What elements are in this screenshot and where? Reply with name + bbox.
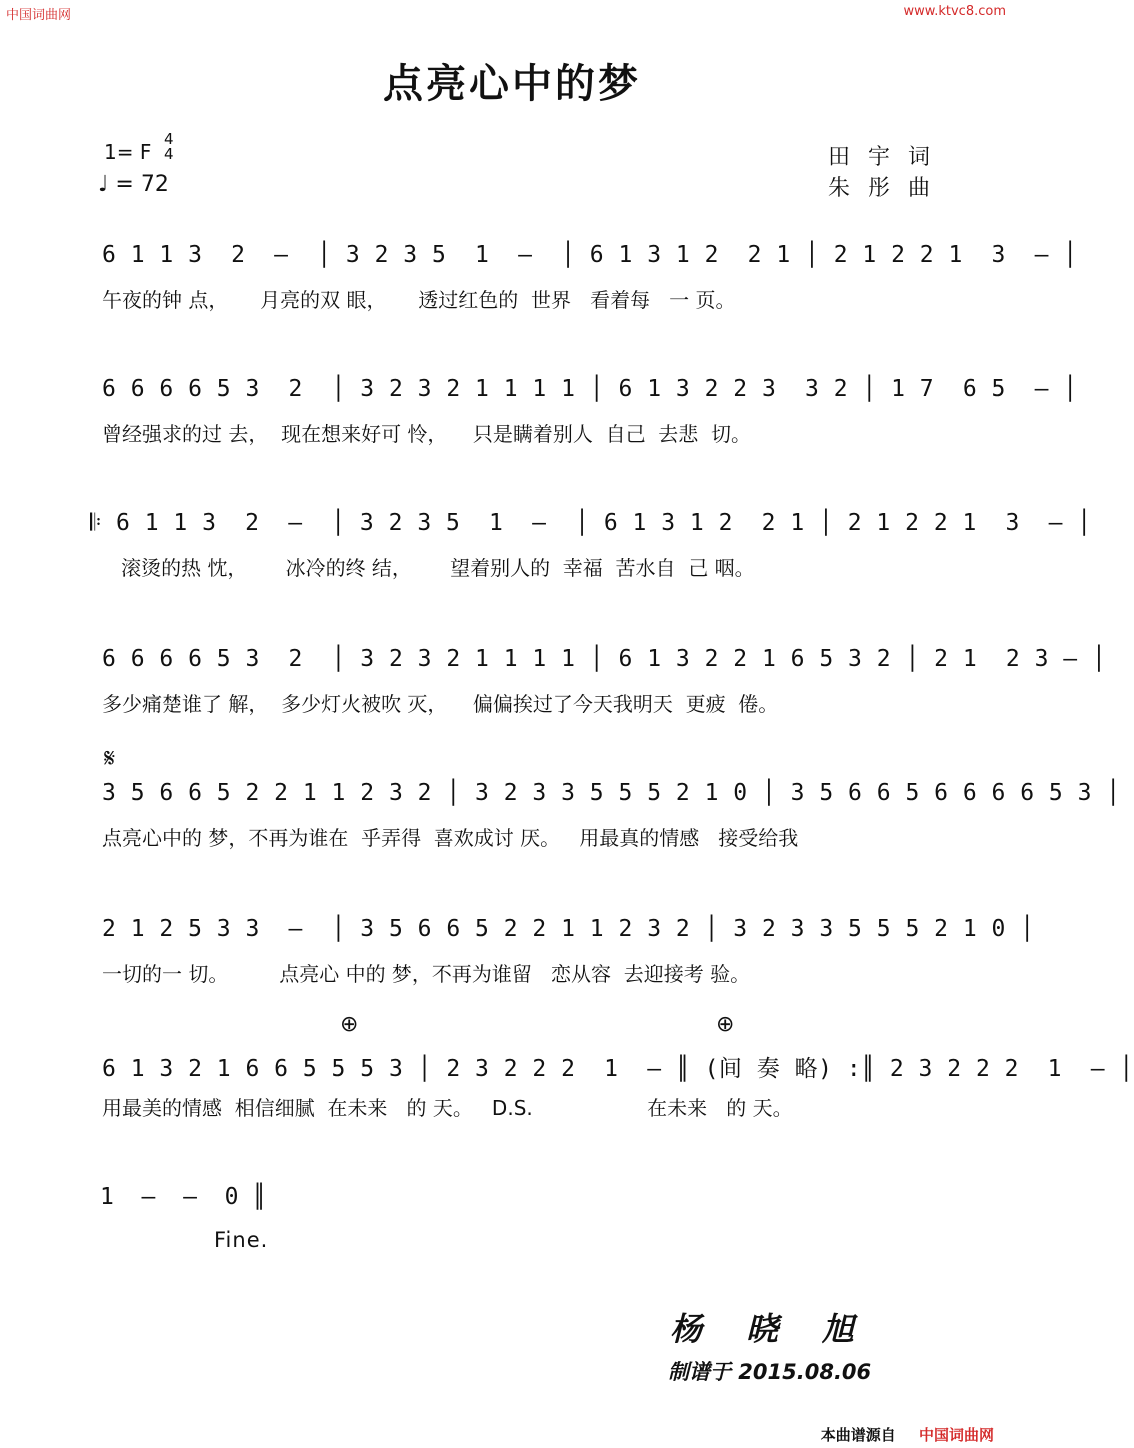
- lyrics-line-6: 一切的一 切。 点亮心 中的 梦，不再为谁留 恋从容 去迎接考 验。: [102, 962, 751, 986]
- page-title: 点亮心中的梦: [383, 61, 641, 107]
- notes-line-1: 6 1 1 3 2 – │ 3 2 3 5 1 – │ 6 1 3 1 2 2 1 │ 2 1 2 2 1 3 – │: [102, 242, 1078, 268]
- footer-source-label: 本曲谱源自: [820, 1426, 896, 1444]
- lyrics-line-1: 午夜的钟 点， 月亮的双 眼， 透过红色的 世界 看着每 一 页。: [102, 288, 736, 312]
- time-top: 4: [164, 130, 174, 148]
- notes-line-3: 𝄆 6 1 1 3 2 – │ 3 2 3 5 1 – │ 6 1 3 1 2 2 1 │ 2 1 2 2 1 3 – │: [90, 510, 1092, 536]
- lyrics-line-5: 点亮心中的 梦，不再为谁在 乎弄得 喜欢成讨 厌。 用最真的情感 接受给我: [102, 826, 799, 850]
- time-bottom: 4: [164, 145, 174, 163]
- lyrics-line-7: 用最美的情感 相信细腻 在未来 的 天。 D.S. 在未来 的 天。: [102, 1096, 793, 1120]
- fine-marking: Fine.: [214, 1228, 269, 1252]
- notes-line-6: 2 1 2 5 3 3 – │ 3 5 6 6 5 2 2 1 1 2 3 2 │ 3 2 3 3 5 5 5 2 1 0 │: [102, 916, 1035, 942]
- arranger-name: 杨晓旭: [670, 1310, 899, 1348]
- time-signature: [164, 132, 174, 162]
- score-line-6: [0, 916, 1035, 996]
- composer: 朱彤曲: [828, 176, 949, 201]
- quarter-note-icon: ♩: [98, 172, 109, 197]
- lyrics-line-3: 滚烫的热 忱， 冰冷的终 结， 望着别人的 幸福 苦水自 己 咽。: [102, 556, 755, 580]
- notes-line-8: 1 – – 0 ║: [100, 1184, 267, 1210]
- coda-sign-1: ⊕: [340, 1012, 359, 1037]
- segno-sign: 𝄋: [104, 744, 116, 774]
- coda-sign-2: ⊕: [716, 1012, 735, 1037]
- header-site-logo[interactable]: 中国词曲网: [6, 8, 72, 23]
- notes-line-5: 3 5 6 6 5 2 2 1 1 2 3 2 │ 3 2 3 3 5 5 5 2 1 0 │ 3 5 6 6 5 6 6 6 6 5 3 │: [102, 780, 1121, 806]
- score-line-4: [0, 646, 1107, 726]
- notes-line-4: 6 6 6 6 5 3 2 │ 3 2 3 2 1 1 1 1 │ 6 1 3 2 2 1 6 5 3 2 │ 2 1 2 3 – │: [102, 646, 1107, 672]
- footer-site-link[interactable]: 中国词曲网: [918, 1426, 994, 1444]
- score-line-5: [0, 780, 1121, 860]
- credits: [828, 142, 948, 204]
- made-date: 制谱于 2015.08.06: [668, 1360, 872, 1384]
- tempo-value: = 72: [115, 172, 169, 197]
- footer-source: [821, 1424, 994, 1445]
- score-line-7: [0, 1050, 1134, 1130]
- tempo-marking: [98, 172, 169, 197]
- score-line-1: [0, 242, 1078, 322]
- notes-line-7: 6 1 3 2 1 6 6 5 5 5 3 │ 2 3 2 2 2 1 – ║ (间 奏 略) :║ 2 3 2 2 2 1 – │: [102, 1056, 1134, 1082]
- lyrics-line-2: 曾经强求的过 去， 现在想来好可 怜， 只是瞒着别人 自己 去悲 切。: [102, 422, 752, 446]
- lyricist: 田宇词: [828, 145, 949, 170]
- score-line-2: [0, 376, 1078, 456]
- header-url[interactable]: www.ktvc8.com: [903, 4, 1006, 19]
- score-line-3: [0, 510, 1092, 590]
- notes-line-2: 6 6 6 6 5 3 2 │ 3 2 3 2 1 1 1 1 │ 6 1 3 2 2 3 3 2 │ 1 7 6 5 – │: [102, 376, 1078, 402]
- key-signature: 1= F: [104, 140, 152, 164]
- lyrics-line-4: 多少痛楚谁了 解， 多少灯火被吹 灭， 偏偏挨过了今天我明天 更疲 倦。: [102, 692, 779, 716]
